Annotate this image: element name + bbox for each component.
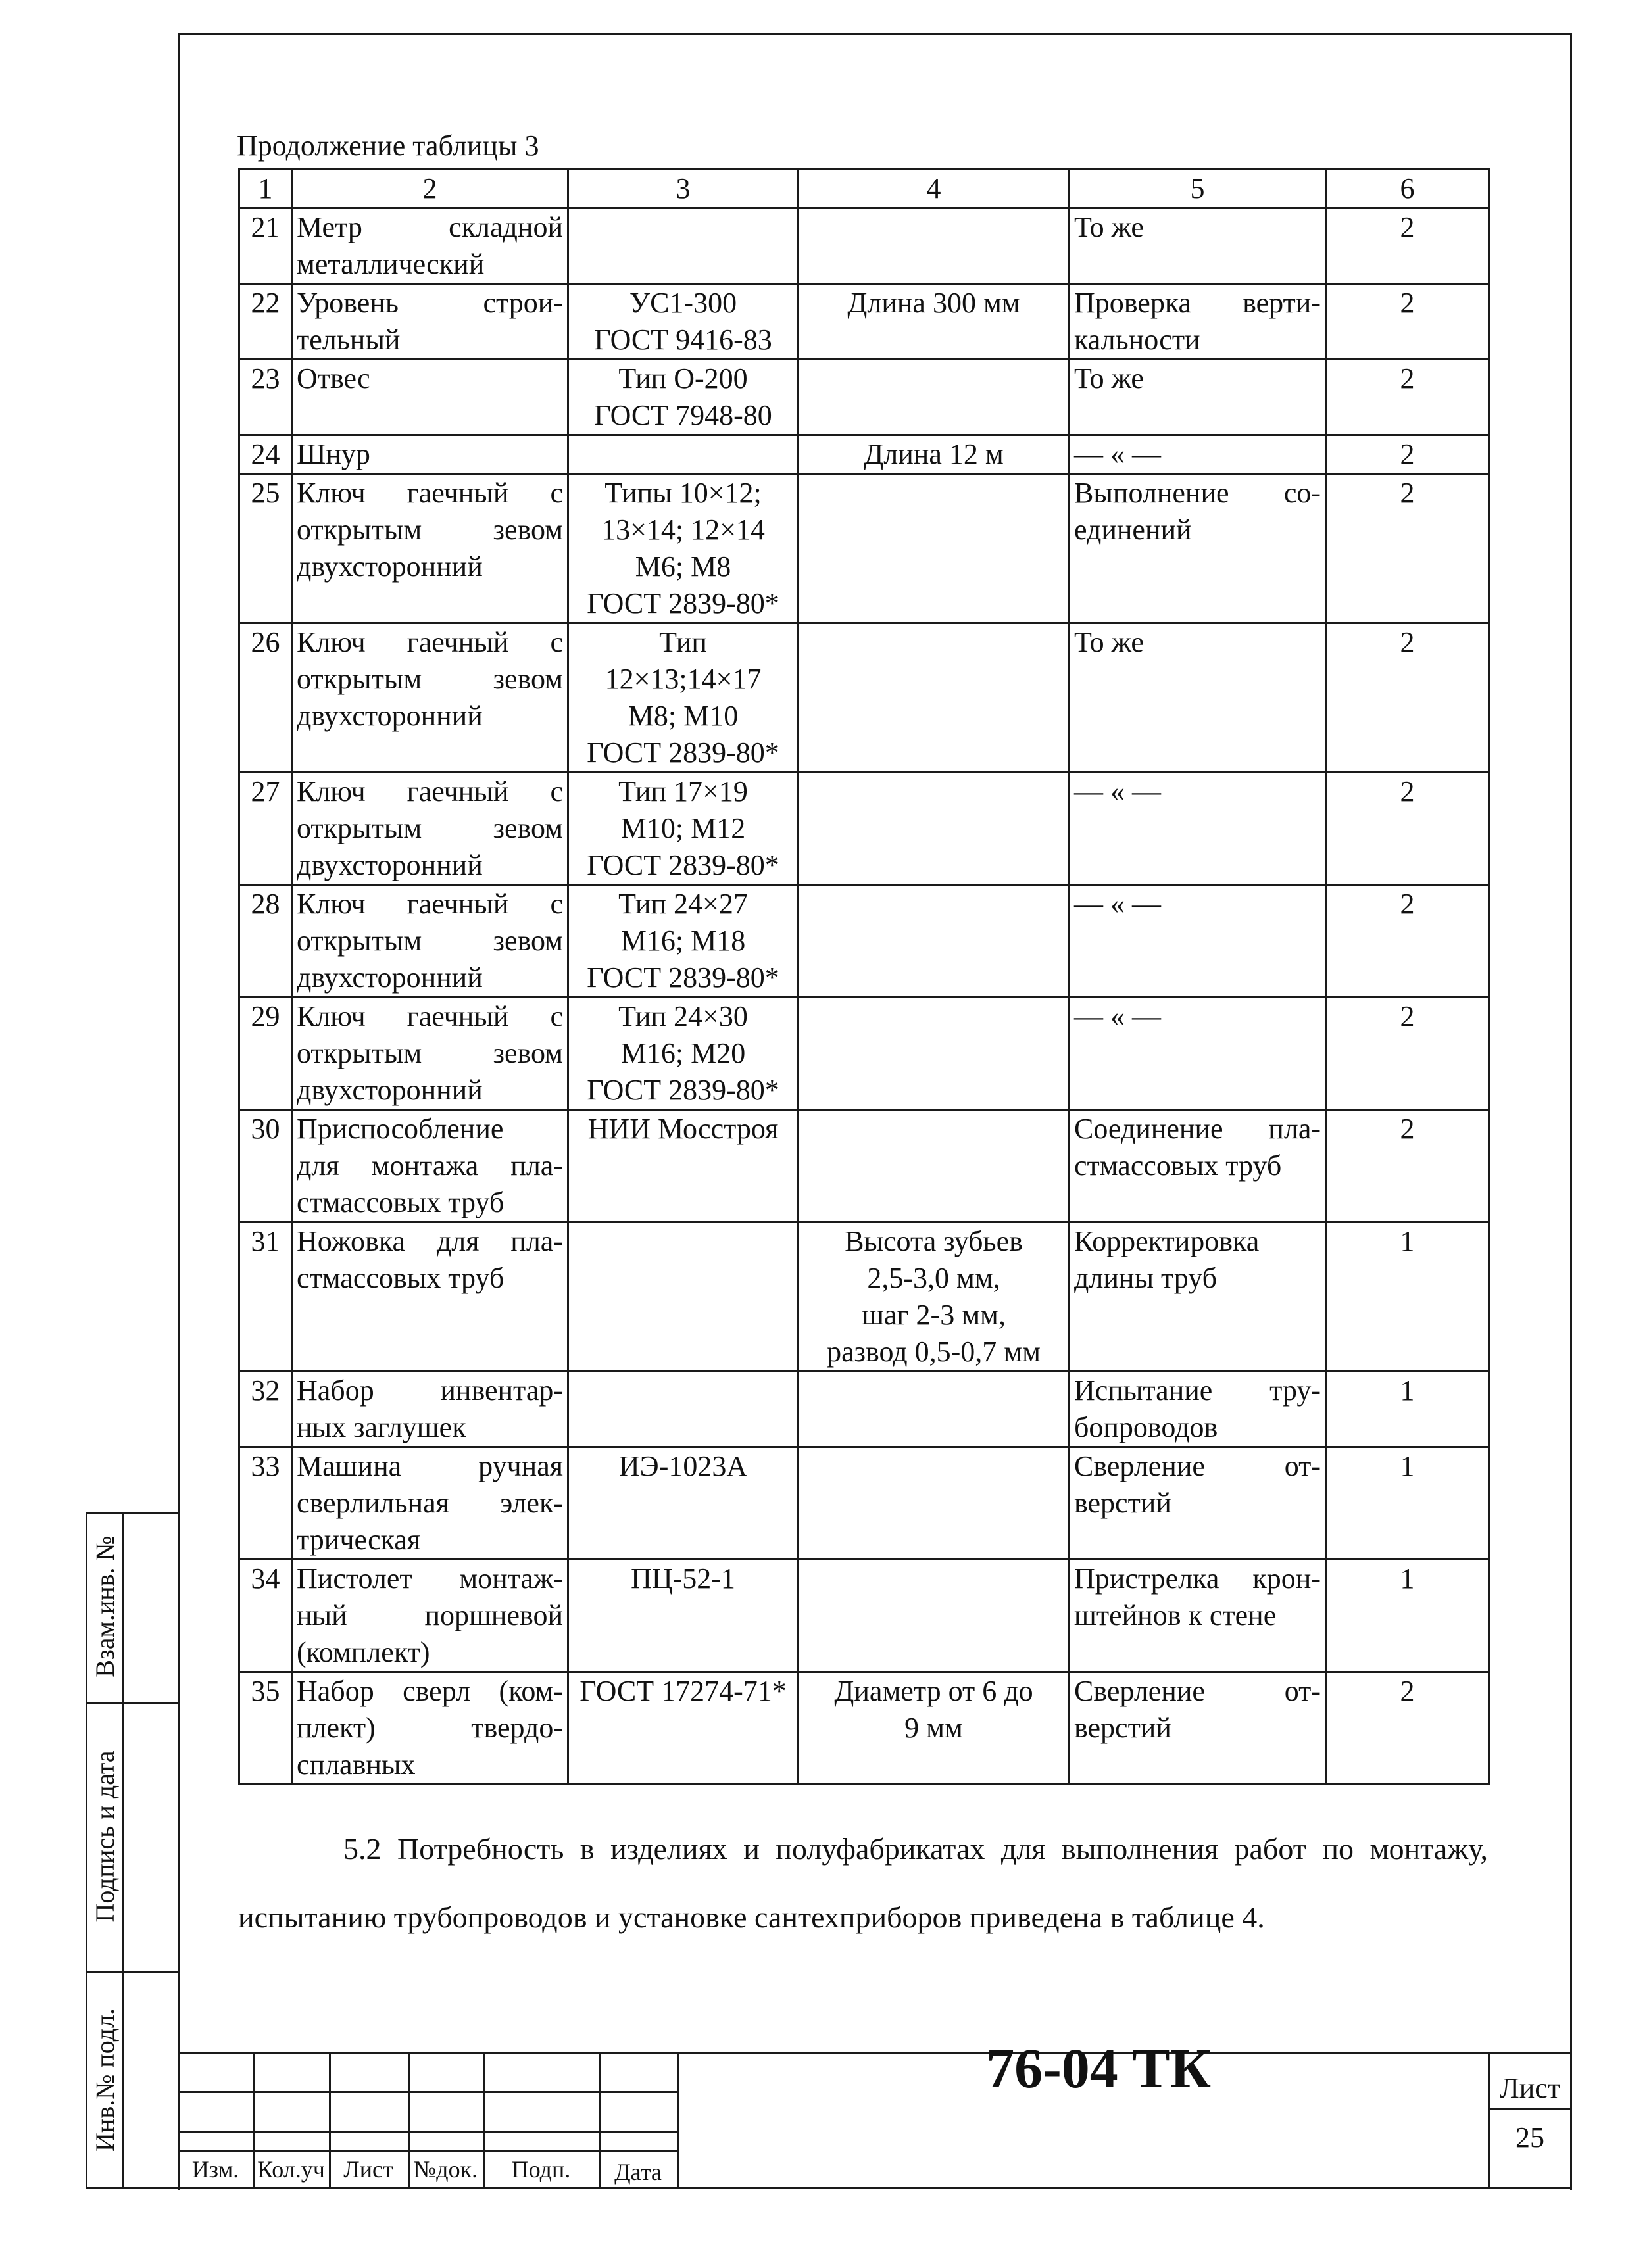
quantity-cell: 2 (1326, 474, 1489, 623)
header-cell: 3 (568, 170, 799, 208)
row-number-cell: 27 (239, 773, 292, 885)
cell-line: Соединение пла- (1074, 1113, 1321, 1145)
tool-purpose-cell (1070, 1447, 1326, 1560)
tool-mark-cell (568, 435, 799, 474)
cell-line: То же (1074, 362, 1144, 395)
title-block-sheet-sep (1488, 2108, 1572, 2110)
row-number-cell: 21 (239, 208, 292, 284)
tool-name-cell (292, 998, 568, 1110)
tool-name-cell (292, 1222, 568, 1372)
table-row (239, 208, 1489, 284)
cell-line: — « — (1074, 1000, 1161, 1032)
cell-line: ГОСТ 7948-80 (594, 399, 772, 431)
table-row (239, 885, 1489, 998)
tool-name-cell (292, 1447, 568, 1560)
stamp-label-kol-uch: Кол.уч (257, 2156, 325, 2183)
tool-purpose-cell (1070, 885, 1326, 998)
tool-name-cell (292, 773, 568, 885)
paragraph-5-2: 5.2 Потребность в изделиях и полуфабрикатах для выполнения работ по монтажу, испытанию трубопроводов и установке сантехприборов приведена в таблице 4. (238, 1832, 1488, 1934)
cell-line: Тип 24×30 (618, 1000, 748, 1032)
cell-line: 13×14; 12×14 (601, 514, 765, 546)
header-cell: 5 (1070, 170, 1326, 208)
cell-line: 2,5-3,0 мм, (867, 1262, 1000, 1294)
cell-line: Длина 300 мм (847, 287, 1020, 319)
cell-line: Корректировка (1074, 1225, 1260, 1257)
cell-line: 12×13;14×17 (604, 663, 762, 695)
table-row (239, 1672, 1489, 1785)
cell-line: двухсторонний (297, 961, 483, 994)
tool-spec-cell (799, 284, 1070, 360)
row-number-cell: 30 (239, 1110, 292, 1222)
cell-line: М8; М10 (628, 700, 739, 732)
tool-mark-cell (568, 885, 799, 998)
cell-line: Метр складной (297, 211, 563, 243)
tool-mark-cell (568, 1222, 799, 1372)
cell-line: металлический (297, 248, 485, 280)
quantity-cell: 2 (1326, 208, 1489, 284)
cell-line: То же (1074, 211, 1144, 243)
row-number-cell: 22 (239, 284, 292, 360)
row-number-cell: 24 (239, 435, 292, 474)
cell-line: Сверление от- (1074, 1450, 1321, 1482)
stamp-label-podp: Подп. (511, 2156, 571, 2183)
cell-line: М16; М20 (620, 1037, 746, 1069)
tool-purpose-cell (1070, 208, 1326, 284)
tool-purpose-cell (1070, 998, 1326, 1110)
tool-mark-cell (568, 623, 799, 773)
cell-line: верстий (1074, 1487, 1171, 1519)
tool-purpose-cell (1070, 1672, 1326, 1785)
cell-line: Испытание тру- (1074, 1374, 1321, 1407)
quantity-cell: 1 (1326, 1447, 1489, 1560)
tool-mark-cell (568, 1110, 799, 1222)
cell-line: двухсторонний (297, 1074, 483, 1106)
table-caption: Продолжение таблицы 3 (237, 130, 539, 162)
cell-line: Приспособление (297, 1113, 504, 1145)
cell-line: Ключ гаечный с (297, 626, 563, 658)
quantity-cell: 2 (1326, 360, 1489, 435)
quantity-cell: 1 (1326, 1222, 1489, 1372)
table-row (239, 773, 1489, 885)
tools-table (238, 168, 1490, 1785)
row-number-cell: 35 (239, 1672, 292, 1785)
cell-line: Выполнение со- (1074, 477, 1321, 509)
stamp-label-list: Лист (343, 2156, 393, 2183)
cell-line: Ключ гаечный с (297, 888, 563, 920)
tool-spec-cell (799, 474, 1070, 623)
side-label-vzam-inv: Взам.инв. № (90, 1535, 120, 1677)
quantity-cell: 2 (1326, 773, 1489, 885)
tool-mark-cell (568, 474, 799, 623)
cell-line: Шнур (297, 438, 370, 470)
side-label-podpis-data: Подпись и дата (90, 1750, 120, 1923)
cell-line: Ключ гаечный с (297, 477, 563, 509)
tool-name-cell (292, 623, 568, 773)
tool-name-cell (292, 1560, 568, 1672)
cell-line: верстий (1074, 1712, 1171, 1744)
cell-line: (комплект) (297, 1636, 430, 1668)
tool-purpose-cell (1070, 1372, 1326, 1447)
row-number-cell: 32 (239, 1372, 292, 1447)
cell-line: стмассовых труб (297, 1262, 505, 1294)
cell-line: Длина 12 м (864, 438, 1004, 470)
cell-line: трическая (297, 1524, 421, 1556)
header-cell: 6 (1326, 170, 1489, 208)
cell-line: — « — (1074, 775, 1161, 808)
title-block-row (178, 2131, 678, 2133)
table-row (239, 1447, 1489, 1560)
row-number-cell: 23 (239, 360, 292, 435)
tool-name-cell (292, 474, 568, 623)
cell-line: бопроводов (1074, 1411, 1218, 1443)
cell-line: двухсторонний (297, 700, 483, 732)
cell-line: Тип (659, 626, 707, 658)
tool-name-cell (292, 1110, 568, 1222)
quantity-cell: 2 (1326, 1672, 1489, 1785)
quantity-cell: 1 (1326, 1560, 1489, 1672)
row-number-cell: 26 (239, 623, 292, 773)
cell-line: ГОСТ 2839-80* (587, 587, 779, 619)
cell-line: ГОСТ 2839-80* (587, 961, 779, 994)
table-header-row (239, 170, 1489, 208)
cell-line: шаг 2-3 мм, (862, 1299, 1006, 1331)
tool-mark-cell (568, 1447, 799, 1560)
quantity-cell: 2 (1326, 1110, 1489, 1222)
cell-line: штейнов к стене (1074, 1599, 1277, 1631)
cell-line: Ключ гаечный с (297, 1000, 563, 1032)
quantity-cell: 2 (1326, 885, 1489, 998)
title-block-row (178, 2150, 678, 2152)
quantity-cell: 2 (1326, 284, 1489, 360)
cell-line: Диаметр от 6 до (834, 1675, 1033, 1707)
table-row (239, 623, 1489, 773)
header-cell: 4 (799, 170, 1070, 208)
cell-line: Типы 10×12; (604, 477, 762, 509)
stamp-label-ndok: №док. (413, 2156, 478, 2183)
tool-name-cell (292, 1372, 568, 1447)
cell-line: единений (1074, 514, 1192, 546)
cell-line: Отвес (297, 362, 370, 395)
side-stamp-divider (122, 1512, 124, 2188)
cell-line: открытым зевом (297, 663, 563, 695)
table-row (239, 998, 1489, 1110)
side-label-inv-podl: Инв.№ подл. (90, 2008, 120, 2152)
cell-line: Высота зубьев (845, 1225, 1023, 1257)
tool-spec-cell (799, 998, 1070, 1110)
tool-name-cell (292, 435, 568, 474)
tool-name-cell (292, 284, 568, 360)
cell-line: Набор инвентар- (297, 1374, 563, 1407)
frame-left (178, 33, 180, 2190)
title-block-row (178, 2091, 678, 2093)
cell-line: стмассовых труб (1074, 1149, 1282, 1182)
tool-spec-cell (799, 1372, 1070, 1447)
tool-spec-cell (799, 1447, 1070, 1560)
cell-line: двухсторонний (297, 849, 483, 881)
cell-line: ИЭ-1023А (618, 1450, 748, 1482)
tool-spec-cell (799, 1110, 1070, 1222)
tool-purpose-cell (1070, 1110, 1326, 1222)
cell-line: М16; М18 (620, 925, 746, 957)
cell-line: М10; М12 (620, 812, 746, 844)
cell-line: открытым зевом (297, 812, 563, 844)
cell-line: ных заглушек (297, 1411, 466, 1443)
tool-spec-cell (799, 773, 1070, 885)
cell-line: ГОСТ 9416-83 (594, 324, 772, 356)
cell-line: двухсторонний (297, 550, 483, 583)
cell-line: Пистолет монтаж- (297, 1562, 563, 1595)
cell-line: Набор сверл (ком- (297, 1675, 563, 1707)
tool-purpose-cell (1070, 773, 1326, 885)
cell-line: НИИ Мосстроя (587, 1113, 779, 1145)
cell-line: ГОСТ 2839-80* (587, 1074, 779, 1106)
tool-purpose-cell (1070, 284, 1326, 360)
tool-mark-cell (568, 773, 799, 885)
table-row (239, 1110, 1489, 1222)
tool-name-cell (292, 1672, 568, 1785)
cell-line: Машина ручная (297, 1450, 563, 1482)
cell-line: Тип 17×19 (618, 775, 748, 808)
cell-line: ГОСТ 17274-71* (579, 1675, 787, 1707)
tool-name-cell (292, 360, 568, 435)
tool-name-cell (292, 208, 568, 284)
side-stamp-outer-left (86, 1512, 87, 2188)
cell-line: Проверка верти- (1074, 287, 1321, 319)
document-code: 76-04 ТК (986, 2037, 1211, 2100)
tool-purpose-cell (1070, 623, 1326, 773)
cell-line: То же (1074, 626, 1144, 658)
tool-purpose-cell (1070, 1560, 1326, 1672)
row-number-cell: 34 (239, 1560, 292, 1672)
row-number-cell: 31 (239, 1222, 292, 1372)
cell-line: открытым зевом (297, 925, 563, 957)
tool-spec-cell (799, 885, 1070, 998)
tool-name-cell (292, 885, 568, 998)
tool-mark-cell (568, 360, 799, 435)
cell-line: Ключ гаечный с (297, 775, 563, 808)
cell-line: — « — (1074, 888, 1161, 920)
cell-line: открытым зевом (297, 514, 563, 546)
quantity-cell: 2 (1326, 998, 1489, 1110)
stamp-label-data: Дата (614, 2159, 662, 2185)
frame-right (1570, 33, 1572, 2190)
cell-line: УС1-300 (629, 287, 737, 319)
cell-line: ГОСТ 2839-80* (587, 736, 779, 769)
table-row (239, 1222, 1489, 1372)
cell-line: Уровень строи- (297, 287, 563, 319)
row-number-cell: 29 (239, 998, 292, 1110)
frame-bottom (86, 2187, 1572, 2189)
tool-spec-cell (799, 623, 1070, 773)
cell-line: стмассовых труб (297, 1186, 505, 1218)
row-number-cell: 28 (239, 885, 292, 998)
title-block-col (678, 2052, 679, 2188)
cell-line: развод 0,5-0,7 мм (827, 1336, 1041, 1368)
tool-spec-cell (799, 208, 1070, 284)
table-row (239, 1560, 1489, 1672)
cell-line: ный поршневой (297, 1599, 563, 1631)
cell-line: открытым зевом (297, 1037, 563, 1069)
cell-line: ГОСТ 2839-80* (587, 849, 779, 881)
table-row (239, 435, 1489, 474)
tool-purpose-cell (1070, 435, 1326, 474)
row-number-cell: 25 (239, 474, 292, 623)
table-row (239, 474, 1489, 623)
cell-line: М6; М8 (635, 550, 731, 583)
cell-line: Сверление от- (1074, 1675, 1321, 1707)
quantity-cell: 1 (1326, 1372, 1489, 1447)
cell-line: Ножовка для пла- (297, 1225, 563, 1257)
tool-purpose-cell (1070, 474, 1326, 623)
sheet-number: 25 (1515, 2121, 1544, 2154)
table-row (239, 1372, 1489, 1447)
tool-spec-cell (799, 1222, 1070, 1372)
table-row (239, 284, 1489, 360)
tool-mark-cell (568, 208, 799, 284)
header-cell: 2 (292, 170, 568, 208)
sheet-label: Лист (1499, 2072, 1561, 2104)
cell-line: сверлильная элек- (297, 1487, 563, 1519)
tool-spec-cell (799, 360, 1070, 435)
cell-line: сплавных (297, 1749, 416, 1781)
tool-spec-cell (799, 1672, 1070, 1785)
tool-mark-cell (568, 284, 799, 360)
cell-line: 9 мм (904, 1712, 963, 1744)
quantity-cell: 2 (1326, 435, 1489, 474)
quantity-cell: 2 (1326, 623, 1489, 773)
tool-spec-cell (799, 435, 1070, 474)
table-row (239, 360, 1489, 435)
tool-mark-cell (568, 998, 799, 1110)
cell-line: Тип 24×27 (618, 888, 748, 920)
frame-top (178, 33, 1572, 35)
tool-mark-cell (568, 1672, 799, 1785)
stamp-label-izm: Изм. (191, 2156, 239, 2183)
tool-spec-cell (799, 1560, 1070, 1672)
cell-line: тельный (297, 324, 401, 356)
tool-purpose-cell (1070, 360, 1326, 435)
header-cell: 1 (239, 170, 292, 208)
tool-mark-cell (568, 1560, 799, 1672)
cell-line: Пристрелка крон- (1074, 1562, 1321, 1595)
cell-line: — « — (1074, 438, 1161, 470)
cell-line: плект) твердо- (297, 1712, 563, 1744)
row-number-cell: 33 (239, 1447, 292, 1560)
cell-line: кальности (1074, 324, 1200, 356)
cell-line: Тип О-200 (618, 362, 748, 395)
tool-purpose-cell (1070, 1222, 1326, 1372)
cell-line: для монтажа пла- (297, 1149, 563, 1182)
cell-line: длины труб (1074, 1262, 1217, 1294)
cell-line: ПЦ-52-1 (631, 1562, 735, 1595)
tool-mark-cell (568, 1372, 799, 1447)
